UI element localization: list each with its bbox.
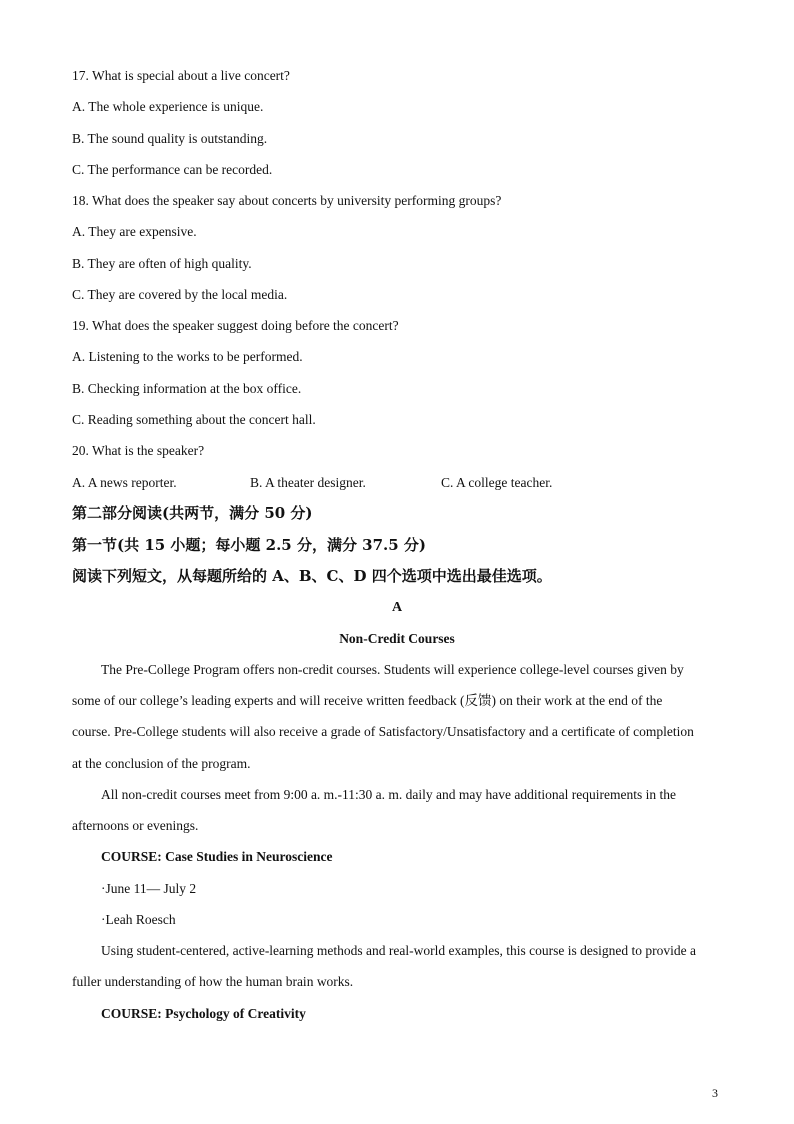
q17-option-b: B. The sound quality is outstanding. bbox=[72, 131, 268, 146]
course1-desc-line2: fuller understanding of how the human brain works. bbox=[72, 974, 354, 989]
q19-question: 19. What does the speaker suggest doing before the concert? bbox=[72, 318, 399, 333]
q20-option-c: C. A college teacher. bbox=[441, 475, 553, 490]
reading-instruction: 阅读下列短文，从每题所给的 A、B、C、D 四个选项中选出最佳选项。 bbox=[72, 567, 552, 585]
q19-option-c: C. Reading something about the concert hall. bbox=[72, 412, 316, 427]
course1-title: COURSE: Case Studies in Neuroscience bbox=[101, 849, 333, 864]
section-heading: 第一节(共 15 小题；每小题 2.5 分，满分 37.5 分) bbox=[72, 536, 427, 554]
q17-option-c: C. The performance can be recorded. bbox=[72, 162, 273, 177]
q18-option-a: A. They are expensive. bbox=[72, 224, 197, 239]
course1-dates: ·June 11— July 2 bbox=[101, 881, 197, 896]
q19-option-b: B. Checking information at the box office. bbox=[72, 381, 302, 396]
para1-line3: course. Pre-College students will also receive a grade of Satisfactory/Unsatisfactory and a certificate of completion bbox=[72, 724, 694, 739]
para1-line4: at the conclusion of the program. bbox=[72, 756, 251, 771]
para2-line2: afternoons or evenings. bbox=[72, 818, 199, 833]
q17-question: 17. What is special about a live concert? bbox=[72, 68, 290, 83]
passage-title: Non-Credit Courses bbox=[339, 631, 455, 646]
q19-option-a: A. Listening to the works to be performed. bbox=[72, 349, 303, 364]
passage-letter: A bbox=[391, 600, 403, 615]
q20-question: 20. What is the speaker? bbox=[72, 443, 205, 458]
q20-option-b: B. A theater designer. bbox=[250, 475, 366, 490]
q18-question: 18. What does the speaker say about concerts by university performing groups? bbox=[72, 193, 502, 208]
q20-option-a: A. A news reporter. bbox=[72, 475, 177, 490]
course1-desc-line1: Using student-centered, active-learning methods and real-world examples, this course is designed to provide a bbox=[101, 943, 696, 958]
para1-line1: The Pre-College Program offers non-credit courses. Students will experience college-level courses given by bbox=[101, 662, 684, 677]
q18-option-c: C. They are covered by the local media. bbox=[72, 287, 288, 302]
q17-option-a: A. The whole experience is unique. bbox=[72, 99, 264, 114]
course1-instructor: ·Leah Roesch bbox=[101, 912, 176, 927]
para1-line2: some of our college’s leading experts and will receive written feedback (反馈) on their work at the end of the bbox=[72, 693, 663, 708]
part-heading: 第二部分阅读(共两节，满分 50 分) bbox=[72, 504, 313, 522]
para2-line1: All non-credit courses meet from 9:00 a. m.-11:30 a. m. daily and may have additional requirements in the bbox=[101, 787, 676, 802]
page-number: 3 bbox=[712, 1086, 718, 1100]
course2-title: COURSE: Psychology of Creativity bbox=[101, 1006, 306, 1021]
q18-option-b: B. They are often of high quality. bbox=[72, 256, 252, 271]
